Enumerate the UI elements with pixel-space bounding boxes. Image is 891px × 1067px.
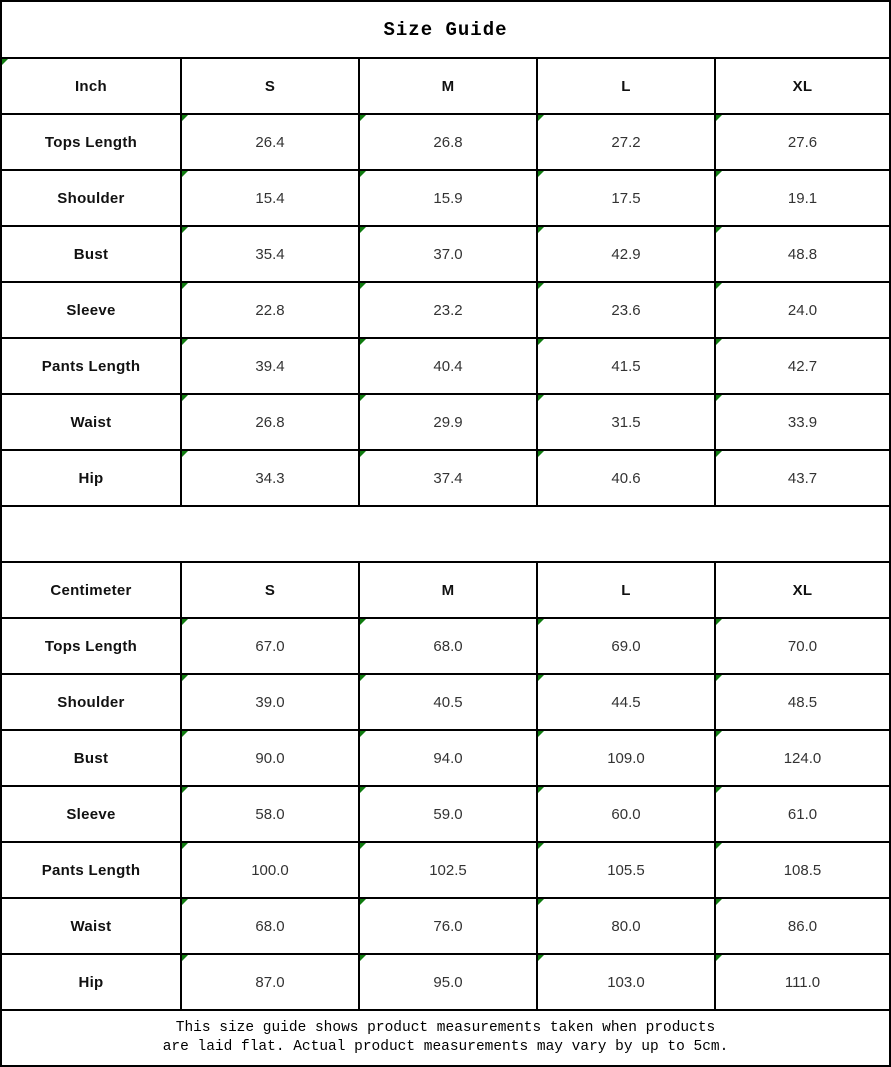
cell-corner-marker-icon <box>716 843 722 849</box>
centimeter-pants-length-xl-value-text: 108.5 <box>783 861 822 879</box>
inch-bust-m-value <box>358 227 536 281</box>
cell-corner-marker-icon <box>182 395 188 401</box>
centimeter-hip-xl-value <box>714 955 889 1009</box>
centimeter-shoulder-label <box>2 675 180 729</box>
inch-waist-l-value-text: 31.5 <box>611 413 641 431</box>
centimeter-bust-m-value-text: 94.0 <box>433 749 463 767</box>
centimeter-waist-s-value-text: 68.0 <box>255 917 285 935</box>
cell-corner-marker-icon <box>716 731 722 737</box>
centimeter-row-waist <box>2 897 889 953</box>
centimeter-waist-label-text: Waist <box>70 917 112 935</box>
inch-bust-xl-value <box>714 227 889 281</box>
inch-pants-length-m-value <box>358 339 536 393</box>
inch-hip-s-value <box>180 451 358 505</box>
cell-corner-marker-icon <box>182 619 188 625</box>
cell-corner-marker-icon <box>360 675 366 681</box>
cell-corner-marker-icon <box>360 787 366 793</box>
centimeter-table <box>2 561 889 1009</box>
centimeter-tops-length-l-value-text: 69.0 <box>611 637 641 655</box>
centimeter-bust-xl-value <box>714 731 889 785</box>
cell-corner-marker-icon <box>538 171 544 177</box>
centimeter-hip-l-value <box>536 955 714 1009</box>
inch-tops-length-label <box>2 115 180 169</box>
centimeter-waist-l-value-text: 80.0 <box>611 917 641 935</box>
centimeter-waist-xl-value-text: 86.0 <box>787 917 818 935</box>
centimeter-bust-label-text: Bust <box>73 749 109 767</box>
inch-shoulder-l-value <box>536 171 714 225</box>
centimeter-waist-m-value-text: 76.0 <box>433 917 463 935</box>
inch-waist-s-value <box>180 395 358 449</box>
cell-corner-marker-icon <box>716 451 722 457</box>
inch-waist-label <box>2 395 180 449</box>
centimeter-unit-header-cell <box>2 563 180 617</box>
cell-corner-marker-icon <box>182 227 188 233</box>
inch-bust-l-value-text: 42.9 <box>611 245 641 263</box>
centimeter-waist-xl-value <box>714 899 889 953</box>
cell-corner-marker-icon <box>182 731 188 737</box>
inch-unit-header-cell <box>2 59 180 113</box>
inch-size-header-cell-m-text: M <box>441 77 455 95</box>
cell-corner-marker-icon <box>538 843 544 849</box>
inch-size-header-cell-m <box>358 59 536 113</box>
centimeter-shoulder-l-value <box>536 675 714 729</box>
cell-corner-marker-icon <box>538 283 544 289</box>
inch-pants-length-s-value-text: 39.4 <box>255 357 285 375</box>
inch-pants-length-l-value <box>536 339 714 393</box>
inch-shoulder-s-value-text: 15.4 <box>255 189 285 207</box>
centimeter-sleeve-l-value-text: 60.0 <box>611 805 641 823</box>
centimeter-shoulder-s-value <box>180 675 358 729</box>
inch-shoulder-xl-value <box>714 171 889 225</box>
inch-hip-label-text: Hip <box>78 469 104 487</box>
inch-unit-header-cell-text: Inch <box>74 77 108 95</box>
inch-waist-xl-value-text: 33.9 <box>787 413 818 431</box>
centimeter-header-row <box>2 561 889 617</box>
inch-shoulder-label <box>2 171 180 225</box>
inch-size-header-cell-s-text: S <box>264 77 276 95</box>
inch-sleeve-l-value-text: 23.6 <box>611 301 641 319</box>
centimeter-waist-m-value <box>358 899 536 953</box>
cell-corner-marker-icon <box>538 899 544 905</box>
inch-hip-m-value-text: 37.4 <box>433 469 463 487</box>
centimeter-hip-l-value-text: 103.0 <box>607 973 645 991</box>
centimeter-sleeve-label-text: Sleeve <box>66 805 116 823</box>
centimeter-sleeve-xl-value <box>714 787 889 841</box>
centimeter-size-header-cell-l <box>536 563 714 617</box>
centimeter-sleeve-s-value-text: 58.0 <box>255 805 285 823</box>
inch-hip-s-value-text: 34.3 <box>255 469 285 487</box>
inch-bust-label-text: Bust <box>73 245 109 263</box>
inch-hip-xl-value <box>714 451 889 505</box>
cell-corner-marker-icon <box>716 171 722 177</box>
inch-shoulder-m-value-text: 15.9 <box>433 189 463 207</box>
centimeter-bust-s-value <box>180 731 358 785</box>
centimeter-size-header-cell-xl-text: XL <box>792 581 813 599</box>
cell-corner-marker-icon <box>716 227 722 233</box>
cell-corner-marker-icon <box>360 171 366 177</box>
centimeter-sleeve-m-value-text: 59.0 <box>433 805 463 823</box>
inch-header-row <box>2 57 889 113</box>
centimeter-shoulder-s-value-text: 39.0 <box>255 693 285 711</box>
inch-pants-length-label-text: Pants Length <box>41 357 141 375</box>
inch-size-header-cell-s <box>180 59 358 113</box>
inch-waist-xl-value <box>714 395 889 449</box>
footer-note-line-2: are laid flat. Actual product measurements may vary by up to 5cm. <box>162 1039 729 1055</box>
cell-corner-marker-icon <box>716 339 722 345</box>
inch-bust-l-value <box>536 227 714 281</box>
inch-hip-l-value-text: 40.6 <box>611 469 641 487</box>
centimeter-size-header-cell-m-text: M <box>441 581 455 599</box>
inch-shoulder-s-value <box>180 171 358 225</box>
inch-tops-length-l-value-text: 27.2 <box>611 133 641 151</box>
centimeter-waist-l-value <box>536 899 714 953</box>
inch-tops-length-label-text: Tops Length <box>44 133 138 151</box>
cell-corner-marker-icon <box>360 955 366 961</box>
centimeter-row-hip <box>2 953 889 1009</box>
inch-row-pants-length <box>2 337 889 393</box>
cell-corner-marker-icon <box>360 339 366 345</box>
inch-sleeve-l-value <box>536 283 714 337</box>
centimeter-sleeve-m-value <box>358 787 536 841</box>
centimeter-hip-s-value-text: 87.0 <box>255 973 285 991</box>
inch-size-header-cell-l-text: L <box>621 77 631 95</box>
centimeter-bust-label <box>2 731 180 785</box>
cell-corner-marker-icon <box>716 787 722 793</box>
inch-hip-xl-value-text: 43.7 <box>787 469 818 487</box>
inch-hip-label <box>2 451 180 505</box>
inch-waist-s-value-text: 26.8 <box>255 413 285 431</box>
centimeter-pants-length-xl-value <box>714 843 889 897</box>
inch-sleeve-xl-value <box>714 283 889 337</box>
inch-tops-length-s-value-text: 26.4 <box>255 133 285 151</box>
centimeter-sleeve-xl-value-text: 61.0 <box>787 805 818 823</box>
inch-pants-length-xl-value-text: 42.7 <box>787 357 818 375</box>
centimeter-size-header-cell-s <box>180 563 358 617</box>
inch-tops-length-xl-value-text: 27.6 <box>787 133 818 151</box>
centimeter-size-header-cell-xl <box>714 563 889 617</box>
cell-corner-marker-icon <box>716 955 722 961</box>
inch-hip-l-value <box>536 451 714 505</box>
centimeter-pants-length-label-text: Pants Length <box>41 861 141 879</box>
cell-corner-marker-icon <box>716 283 722 289</box>
centimeter-tops-length-s-value <box>180 619 358 673</box>
cell-corner-marker-icon <box>360 395 366 401</box>
centimeter-pants-length-l-value-text: 105.5 <box>607 861 645 879</box>
centimeter-shoulder-label-text: Shoulder <box>57 693 125 711</box>
centimeter-waist-label <box>2 899 180 953</box>
inch-sleeve-label <box>2 283 180 337</box>
centimeter-tops-length-label <box>2 619 180 673</box>
cell-corner-marker-icon <box>182 787 188 793</box>
centimeter-tops-length-l-value <box>536 619 714 673</box>
table-spacer <box>2 505 889 561</box>
cell-corner-marker-icon <box>182 171 188 177</box>
inch-pants-length-m-value-text: 40.4 <box>433 357 463 375</box>
centimeter-pants-length-l-value <box>536 843 714 897</box>
inch-waist-m-value-text: 29.9 <box>433 413 463 431</box>
centimeter-bust-m-value <box>358 731 536 785</box>
cell-corner-marker-icon <box>360 451 366 457</box>
cell-corner-marker-icon <box>182 283 188 289</box>
cell-corner-marker-icon <box>182 899 188 905</box>
centimeter-pants-length-label <box>2 843 180 897</box>
inch-sleeve-xl-value-text: 24.0 <box>787 301 818 319</box>
centimeter-bust-xl-value-text: 124.0 <box>783 749 822 767</box>
cell-corner-marker-icon <box>182 115 188 121</box>
cell-corner-marker-icon <box>538 619 544 625</box>
inch-pants-length-xl-value <box>714 339 889 393</box>
cell-corner-marker-icon <box>716 115 722 121</box>
inch-sleeve-s-value-text: 22.8 <box>255 301 285 319</box>
centimeter-tops-length-xl-value-text: 70.0 <box>787 637 818 655</box>
centimeter-row-tops-length <box>2 617 889 673</box>
cell-corner-marker-icon <box>716 395 722 401</box>
centimeter-shoulder-xl-value <box>714 675 889 729</box>
cell-corner-marker-icon <box>182 339 188 345</box>
inch-hip-m-value <box>358 451 536 505</box>
centimeter-row-bust <box>2 729 889 785</box>
cell-corner-marker-icon <box>182 675 188 681</box>
centimeter-size-header-cell-s-text: S <box>264 581 276 599</box>
cell-corner-marker-icon <box>538 731 544 737</box>
centimeter-shoulder-m-value <box>358 675 536 729</box>
centimeter-pants-length-s-value-text: 100.0 <box>251 861 289 879</box>
centimeter-hip-m-value-text: 95.0 <box>433 973 463 991</box>
inch-table <box>2 57 889 505</box>
centimeter-pants-length-m-value <box>358 843 536 897</box>
inch-tops-length-xl-value <box>714 115 889 169</box>
centimeter-shoulder-m-value-text: 40.5 <box>433 693 463 711</box>
inch-size-header-cell-xl <box>714 59 889 113</box>
inch-shoulder-l-value-text: 17.5 <box>611 189 641 207</box>
centimeter-hip-label <box>2 955 180 1009</box>
cell-corner-marker-icon <box>360 619 366 625</box>
inch-bust-xl-value-text: 48.8 <box>787 245 818 263</box>
cell-corner-marker-icon <box>182 843 188 849</box>
centimeter-tops-length-label-text: Tops Length <box>44 637 138 655</box>
inch-tops-length-m-value-text: 26.8 <box>433 133 463 151</box>
inch-bust-m-value-text: 37.0 <box>433 245 463 263</box>
inch-sleeve-label-text: Sleeve <box>66 301 116 319</box>
page-title: Size Guide <box>383 18 508 41</box>
footer-note-line-1: This size guide shows product measurements taken when products <box>175 1020 716 1036</box>
inch-size-header-cell-xl-text: XL <box>792 77 813 95</box>
inch-tops-length-s-value <box>180 115 358 169</box>
inch-shoulder-m-value <box>358 171 536 225</box>
centimeter-size-header-cell-m <box>358 563 536 617</box>
inch-pants-length-label <box>2 339 180 393</box>
cell-corner-marker-icon <box>538 115 544 121</box>
cell-corner-marker-icon <box>538 787 544 793</box>
centimeter-hip-s-value <box>180 955 358 1009</box>
centimeter-bust-s-value-text: 90.0 <box>255 749 285 767</box>
centimeter-row-sleeve <box>2 785 889 841</box>
centimeter-row-shoulder <box>2 673 889 729</box>
centimeter-hip-label-text: Hip <box>78 973 104 991</box>
cell-corner-marker-icon <box>538 339 544 345</box>
centimeter-waist-s-value <box>180 899 358 953</box>
cell-corner-marker-icon <box>538 955 544 961</box>
cell-corner-marker-icon <box>716 675 722 681</box>
inch-pants-length-s-value <box>180 339 358 393</box>
inch-waist-l-value <box>536 395 714 449</box>
inch-row-waist <box>2 393 889 449</box>
cell-corner-marker-icon <box>360 115 366 121</box>
centimeter-pants-length-m-value-text: 102.5 <box>429 861 467 879</box>
inch-tops-length-m-value <box>358 115 536 169</box>
centimeter-unit-header-cell-text: Centimeter <box>50 581 132 599</box>
cell-corner-marker-icon <box>182 451 188 457</box>
inch-row-hip <box>2 449 889 505</box>
footer-note <box>2 1009 889 1065</box>
centimeter-bust-l-value <box>536 731 714 785</box>
centimeter-shoulder-l-value-text: 44.5 <box>611 693 641 711</box>
cell-corner-marker-icon <box>716 899 722 905</box>
inch-sleeve-m-value <box>358 283 536 337</box>
centimeter-bust-l-value-text: 109.0 <box>607 749 645 767</box>
inch-pants-length-l-value-text: 41.5 <box>611 357 641 375</box>
centimeter-size-header-cell-l-text: L <box>621 581 631 599</box>
cell-corner-marker-icon <box>538 451 544 457</box>
centimeter-row-pants-length <box>2 841 889 897</box>
inch-row-shoulder <box>2 169 889 225</box>
inch-row-sleeve <box>2 281 889 337</box>
inch-tops-length-l-value <box>536 115 714 169</box>
centimeter-hip-xl-value-text: 111.0 <box>784 973 821 991</box>
cell-corner-marker-icon <box>2 59 8 65</box>
inch-shoulder-label-text: Shoulder <box>57 189 125 207</box>
inch-waist-m-value <box>358 395 536 449</box>
inch-bust-label <box>2 227 180 281</box>
inch-size-header-cell-l <box>536 59 714 113</box>
cell-corner-marker-icon <box>538 395 544 401</box>
cell-corner-marker-icon <box>538 227 544 233</box>
centimeter-sleeve-s-value <box>180 787 358 841</box>
inch-row-bust <box>2 225 889 281</box>
cell-corner-marker-icon <box>360 731 366 737</box>
centimeter-sleeve-l-value <box>536 787 714 841</box>
centimeter-tops-length-s-value-text: 67.0 <box>255 637 285 655</box>
inch-sleeve-m-value-text: 23.2 <box>433 301 463 319</box>
centimeter-tops-length-m-value-text: 68.0 <box>433 637 463 655</box>
centimeter-tops-length-m-value <box>358 619 536 673</box>
cell-corner-marker-icon <box>360 843 366 849</box>
cell-corner-marker-icon <box>182 955 188 961</box>
centimeter-tops-length-xl-value <box>714 619 889 673</box>
inch-row-tops-length <box>2 113 889 169</box>
inch-sleeve-s-value <box>180 283 358 337</box>
cell-corner-marker-icon <box>360 283 366 289</box>
inch-shoulder-xl-value-text: 19.1 <box>787 189 818 207</box>
inch-waist-label-text: Waist <box>70 413 112 431</box>
centimeter-sleeve-label <box>2 787 180 841</box>
inch-bust-s-value-text: 35.4 <box>255 245 285 263</box>
centimeter-shoulder-xl-value-text: 48.5 <box>787 693 818 711</box>
centimeter-hip-m-value <box>358 955 536 1009</box>
cell-corner-marker-icon <box>360 227 366 233</box>
cell-corner-marker-icon <box>716 619 722 625</box>
centimeter-pants-length-s-value <box>180 843 358 897</box>
cell-corner-marker-icon <box>360 899 366 905</box>
inch-bust-s-value <box>180 227 358 281</box>
cell-corner-marker-icon <box>538 675 544 681</box>
